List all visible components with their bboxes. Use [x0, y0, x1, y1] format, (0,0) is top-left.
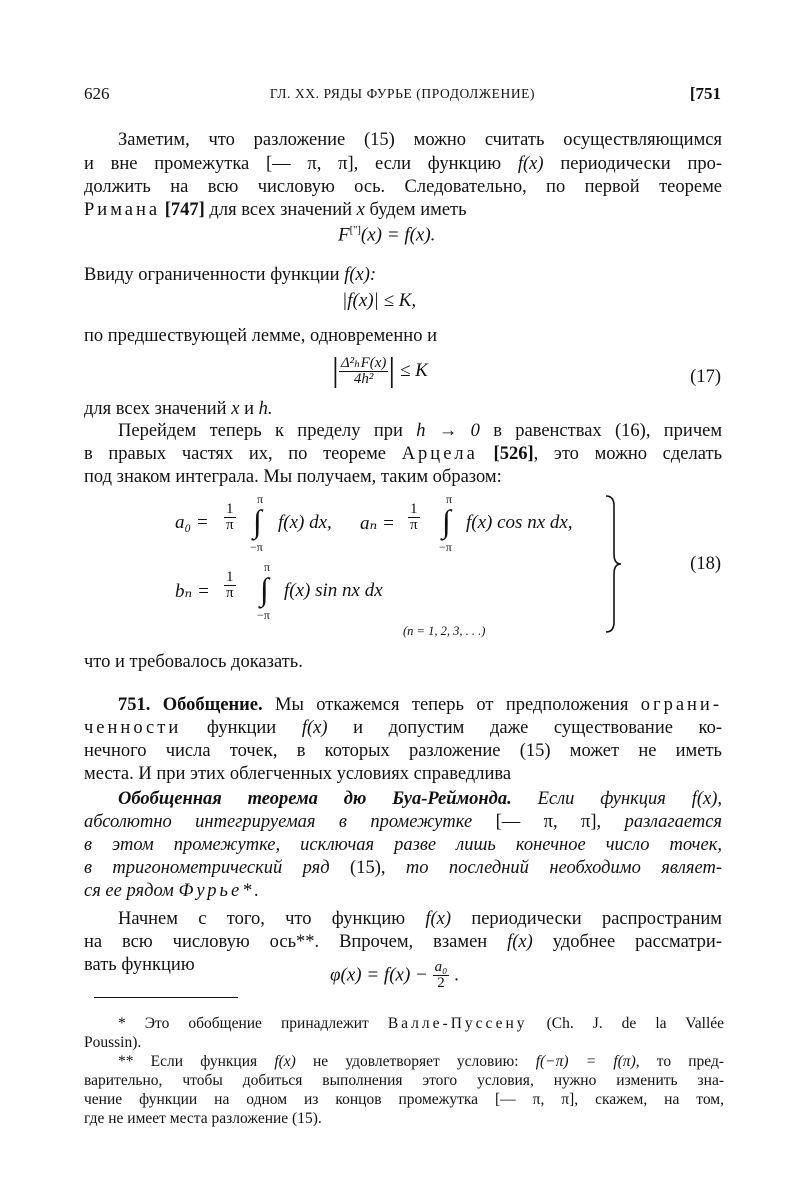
text-line: под знаком интеграла. Мы получаем, таким образом:: [84, 467, 502, 487]
integrand: f(x) cos nx dx,: [466, 512, 573, 533]
bn-lhs: bₙ =: [175, 581, 210, 602]
integrand: f(x) dx,: [278, 512, 332, 533]
equation-number-18: (18): [690, 554, 721, 574]
footnote-2-cont: чение функции на одном из концов промежутка [— π, π], скажем, на том,: [84, 1091, 724, 1108]
running-header: [84, 84, 721, 110]
text-line: места. И при этих облегченных условиях справедлива: [84, 764, 512, 784]
text-line: 751. Обобщение. Мы откажемся теперь от предположения ограни-: [118, 695, 722, 715]
book-page: 626 ГЛ. XX. РЯДЫ ФУРЬЕ (ПРОДОЛЖЕНИЕ) [751 Заметим, что разложение (15) можно считать осуществляющимся и вне промежутка [— π, π], если функцию f(x) периодически про- должить на всю числовую ось. Следовательно, по первой теореме Римана [747] для всех значений x будем иметь F[''](x) = f(x). Ввиду ограниченности функции f(x): |f(x)| ≤ K, по предшествующей лемме, одновременно и | $\frac{\text{Δ²ₕF(x)}}{\text{4h²}}$ | ≤ K (17) для всех значений x и h. Перейдем теперь к пределу при h → 0 в равенствах (16), причем в правых частях их, по теореме Арцела [526], это можно сделать под знаком интеграла. Мы получаем, таким образом: a₀ = $\frac{1}{\pi}$ π ∫ −π f(x) dx, aₙ = $\frac{1}{\pi}$ π ∫ −π f(x) cos nx dx, bₙ = $\frac{1}{\pi}$ π ∫ −π f(x) sin nx dx (n = 1, 2, 3, . . .) (18) что и требовалось доказать. 751. Обобщение. Мы откажемся теперь от предположения ограни- ченности функции f(x) и допустим даже существование ко- нечного числа точек, в которых разложение (15) может не иметь места. И при этих облегченных условиях справедлива Обобщенная теорема дю Буа-Реймонда. Если функция f(x), абсолютно интегрируемая в промежутке [— π, π], разлагается в этом промежутке, исключая разве лишь конечное число точек, в тригонометрический ряд (15), то последний необходимо являет- ся ее рядом Фурье*. Начнем с того, что функцию f(x) периодически распространим на всю числовую ось**. Впрочем, взамен f(x) удобнее рассматри- вать функцию φ(x) = f(x) − $\frac{\text{a₀}}{2}$ . * Это обобщение принадлежит Валле-Пуссену (Ch. J. de la Vallée Poussin). ** Если функция f(x) не удовлетворяет условию: f(−π) = f(π), то пред- варительно, чтобы добиться выполнения этого условия, нужно изменить зна- чение функции на одном из концов промежутка [— π, π], скажем, на том, где не имеет места разложение (15).: [84, 84, 725, 1127]
text-line: Начнем с того, что функцию f(x) периодически распространим: [118, 909, 722, 929]
author-name: Римана: [84, 200, 161, 220]
equation-number-17: (17): [690, 367, 721, 387]
text-line: ченности функции f(x) и допустим даже существование ко-: [84, 718, 723, 738]
footnote-separator: [94, 997, 238, 998]
formula-bound: |f(x)| ≤ K,: [342, 290, 417, 311]
fraction: $\frac{1}{\pi}$: [226, 501, 234, 533]
integrand: f(x) sin nx dx: [284, 580, 383, 601]
formula-phi: φ(x) = f(x) − $\frac{\text{a₀}}{2}$ .: [330, 959, 459, 991]
text-line: в правых частях их, по теореме Арцела [526], это можно сделать: [84, 444, 723, 464]
theorem-line: в этом промежутке, исключая разве лишь конечное число точек,: [84, 835, 722, 855]
an-lhs: aₙ =: [360, 513, 395, 534]
text-line: Перейдем теперь к пределу при h → 0 в равенствах (16), причем: [118, 421, 723, 441]
theorem-line: абсолютно интегрируемая в промежутке [— π, π], разлагается: [84, 812, 723, 832]
right-brace: [604, 494, 622, 634]
footnote-1-cont: Poussin).: [84, 1034, 142, 1051]
text-line: должить на всю числовую ось. Следовательно, по первой теореме: [84, 177, 722, 197]
text-line: что и требовалось доказать.: [84, 652, 303, 672]
theorem-title: Обобщенная теорема дю Буа-Реймонда.: [118, 789, 512, 809]
fraction: $\frac{1}{\pi}$: [410, 501, 418, 533]
page-number: 626: [84, 84, 110, 103]
formula-17: | $\frac{\text{Δ²ₕF(x)}}{\text{4h²}}$ | ≤ K: [332, 352, 428, 389]
formula-riemann: F[''](x) = f(x).: [338, 224, 436, 246]
text-line: Ввиду ограниченности функции f(x):: [84, 265, 377, 285]
cross-reference: [526]: [493, 444, 534, 464]
footnote-1: * Это обобщение принадлежит Валле-Пуссену (Ch. J. de la Vallée: [118, 1015, 725, 1032]
text-line: Римана [747] для всех значений x будем иметь: [84, 200, 467, 220]
footnote-2-cont: варительно, чтобы добиться выполнения этого условия, нужно изменить зна-: [84, 1072, 724, 1089]
theorem-line: в тригонометрический ряд (15), то последний необходимо являет-: [84, 858, 723, 878]
text-line: Заметим, что разложение (15) можно считать осуществляющимся: [118, 130, 722, 150]
cross-reference: [747]: [164, 200, 205, 220]
text-line: на всю числовую ось**. Впрочем, взамен f(x) удобнее рассматри-: [84, 932, 722, 952]
author-name: Арцела: [401, 444, 478, 464]
section-number: [751: [689, 84, 721, 103]
footnote-2-cont: где не имеет места разложение (15).: [84, 1110, 322, 1127]
text-line: и вне промежутка [— π, π], если функцию f(x) периодически про-: [84, 154, 723, 174]
text-line: нечного числа точек, в которых разложение (15) может не иметь: [84, 741, 722, 761]
running-title: ГЛ. XX. РЯДЫ ФУРЬЕ (ПРОДОЛЖЕНИЕ): [269, 86, 536, 101]
fraction: $\frac{1}{\pi}$: [226, 569, 234, 601]
footnote-2: ** Если функция f(x) не удовлетворяет условию: f(−π) = f(π), то пред-: [118, 1053, 725, 1070]
a0-lhs: a₀ =: [175, 512, 209, 533]
text-line: по предшествующей лемме, одновременно и: [84, 326, 437, 346]
text-line: вать функцию: [84, 955, 195, 975]
theorem-line: ся ее рядом Фурье*.: [84, 881, 263, 901]
index-range: (n = 1, 2, 3, . . .): [403, 624, 486, 638]
theorem-line: Обобщенная теорема дю Буа-Реймонда. Если функция f(x),: [118, 789, 722, 809]
section-heading: 751. Обобщение.: [118, 695, 263, 715]
text-line: для всех значений x и h.: [84, 399, 273, 419]
